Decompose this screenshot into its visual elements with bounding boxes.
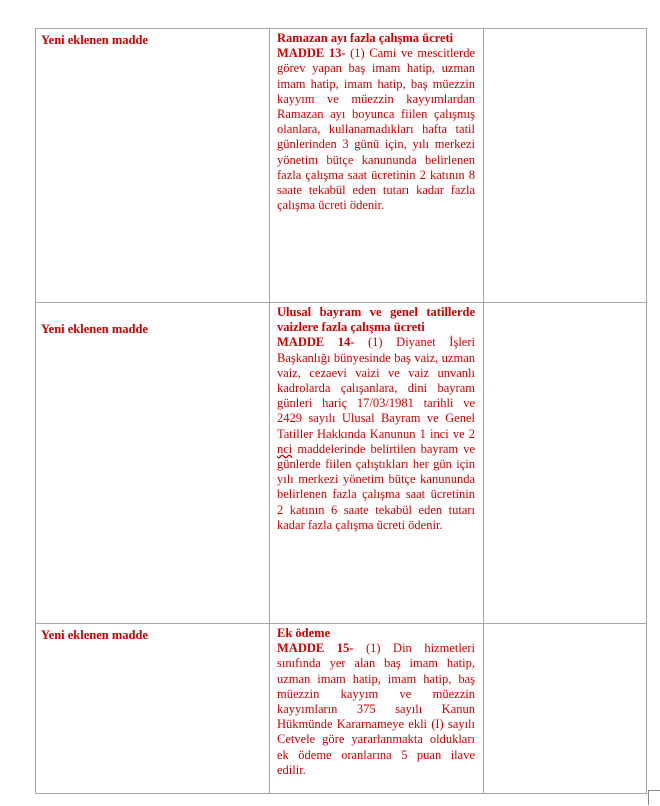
label-cell (36, 624, 270, 794)
article-number: MADDE 14- (277, 335, 355, 350)
content-cell (270, 29, 484, 303)
article-text: (1) Diyanet İşleri Başkanlığı bünyesinde baş vaiz, uzman vaiz, cezaevi vaizi ve vaiz unvanlı kadrolarda çalışanlara, dini bayram günleri hariç 17/03/1981 tarihli ve 2429 sayılı Ulusal Bayram ve Genel Tatiller Hakkında Kanunun 1 inci ve 2 (277, 335, 475, 441)
empty-cell (484, 29, 647, 303)
row-label: Yeni eklenen madde (41, 628, 148, 642)
row-label: Yeni eklenen madde (41, 33, 148, 47)
table-row (36, 624, 647, 794)
content-cell (270, 303, 484, 624)
article-text: (1) Din hizmetleri sınıfında yer alan baş imam hatip, uzman imam hatip, imam hatip, baş müezzin kayyım ve müezzin kayyımların 375 sayılı Kanun Hükmünde Kararnameye ekli (I) sayılı Cetvele göre yararlanmakta oldukları ek ödeme oranlarına 5 puan ilave edilir. (277, 641, 476, 777)
article-number: MADDE 15- (277, 641, 354, 656)
page-corner-mark (648, 790, 660, 805)
label-cell (36, 29, 270, 303)
article-text-continued: maddelerinde belirtilen bayram ve günlerde fiilen çalıştıkları her gün için yılı merkezi yönetim bütçe kanununda belirlenen fazla çalışma saat ücretinin 2 katının 6 saate tekabül eden tutarı kadar fazla çalışma ücreti ödenir. (277, 441, 475, 532)
empty-cell (484, 624, 647, 794)
article-heading: Ek ödeme (277, 626, 331, 640)
table-row (36, 29, 647, 303)
article-heading: Ulusal bayram ve genel tatillerde vaizlere fazla çalışma ücreti (277, 305, 475, 335)
content-cell (270, 624, 484, 794)
row-label: Yeni eklenen madde (41, 322, 148, 336)
empty-cell (484, 303, 647, 624)
comparison-table (35, 28, 647, 794)
article-number: MADDE 13- (277, 46, 346, 61)
table-row (36, 303, 647, 624)
label-cell (36, 303, 270, 624)
article-heading: Ramazan ayı fazla çalışma ücreti (277, 31, 454, 45)
article-text: (1) Cami ve mescitlerde görev yapan baş imam hatip, uzman imam hatip, imam hatip, baş müezzin kayyım ve müezzin kayyımlardan Ramazan ayı boyunca fiilen çalışmış olanlara, kullanamadıkları hafta tatil günlerinden 3 günü için, yılı merkezi yönetim bütçe kanununda belirlenen fazla çalışma saat ücretinin 2 katının 8 saate tekabül eden tutarı kadar fazla çalışma ücreti ödenir. (277, 46, 475, 213)
spellcheck-word: nci (277, 441, 293, 456)
